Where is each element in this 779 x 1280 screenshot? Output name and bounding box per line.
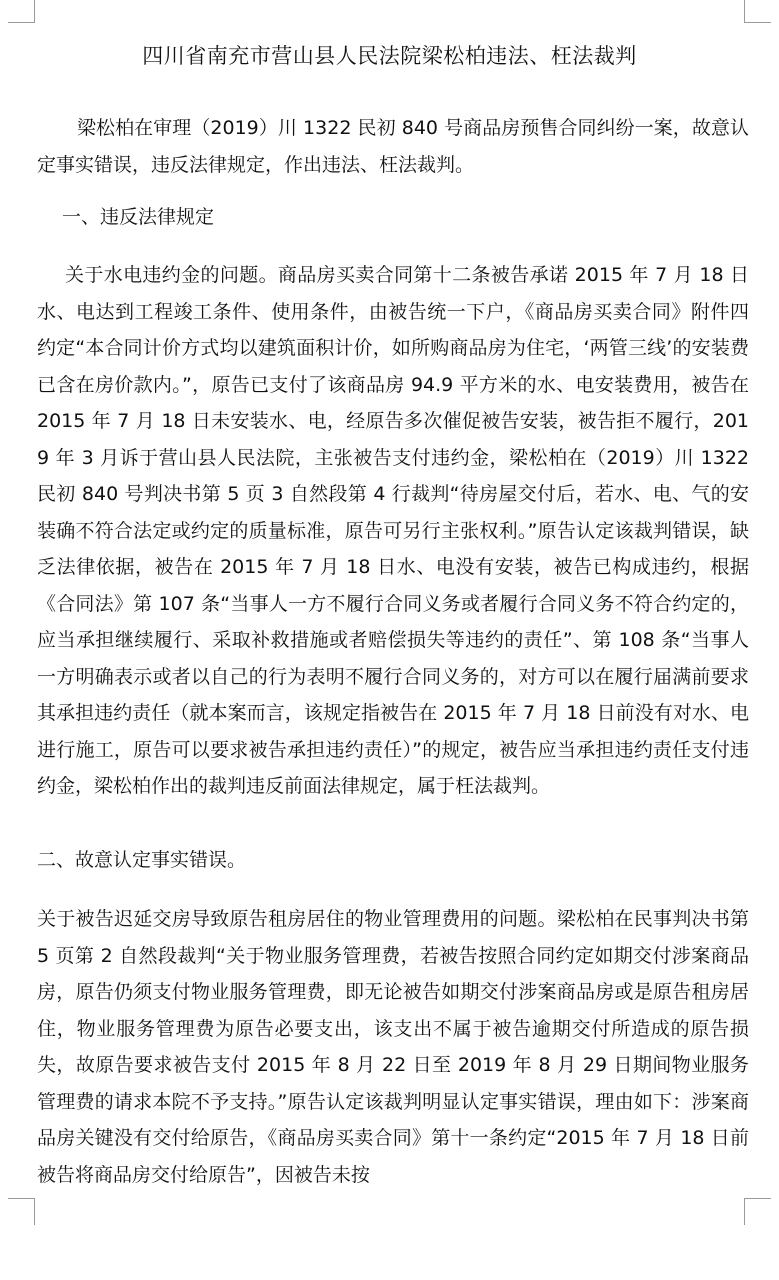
crop-mark-bottom-right [744, 1198, 771, 1225]
intro-paragraph: 梁松柏在审理（2019）川 1322 民初 840 号商品房预售合同纠纷一案，故意认定事实错误，违反法律规定，作出违法、枉法裁判。 [37, 117, 749, 176]
crop-mark-top-left [8, 0, 35, 23]
section-2-body: 关于被告迟延交房导致原告租房居住的物业管理费用的问题。梁松柏在民事判决书第 5 页第 2 自然段裁判“关于物业服务管理费，若被告按照合同约定如期交付涉案商品房，原告仍须支付物业服务管理费，即无论被告如期交付涉案商品房或是原告租房居住，物业服务管理费为原告必要支出，该支出不属于被告逾期交付所造成的原告损失，故原告要求被告支付 2015 年 8 月 22 日至 2019 年 8 月 29 日期间物业服务管理费的请求本院不予支持。”原告认定该裁判明显认定事实错误，理由如下：涉案商品房关键没有交付给原告，《商品房买卖合同》第十一条约定“2015 年 7 月 18 日前被告将商品房交付给原告”，因被告未按 [37, 908, 749, 1186]
crop-mark-top-right [744, 0, 771, 23]
document-title: 四川省南充市营山县人民法院梁松柏违法、枉法裁判 [142, 44, 637, 68]
crop-mark-bottom-left [8, 1198, 35, 1225]
section-1-heading: 一、违反法律规定 [62, 206, 215, 228]
section-1-body: 关于水电违约金的问题。商品房买卖合同第十二条被告承诺 2015 年 7 月 18 日水、电达到工程竣工条件、使用条件，由被告统一下户，《商品房买卖合同》附件四约定“本合同计价方式均以建筑面积计价，如所购商品房为住宅，‘两管三线’的安装费已含在房价款内。”，原告已支付了该商品房 94.9 平方米的水、电安装费用，被告在 2015 年 7 月 18 日未安装水、电，经原告多次催促被告安装，被告拒不履行，2019 年 3 月诉于营山县人民法院，主张被告支付违约金，梁松柏在（2019）川 1322 民初 840 号判决书第 5 页 3 自然段第 4 行裁判“待房屋交付后，若水、电、气的安装确不符合法定或约定的质量标准，原告可另行主张权利。”原告认定该裁判错误，缺乏法律依据，被告在 2015 年 7 月 18 日水、电没有安装，被告已构成违约，根据《合同法》第 107 条“当事人一方不履行合同义务或者履行合同义务不符合约定的，应当承担继续履行、采取补救措施或者赔偿损失等违约的责任”、第 108 条“当事人一方明确表示或者以自己的行为表明不履行合同义务的，对方可以在履行届满前要求其承担违约责任（就本案而言，该规定指被告在 2015 年 7 月 18 日前没有对水、电进行施工，原告可以要求被告承担违约责任）”的规定，被告应当承担违约责任支付违约金，梁松柏作出的裁判违反前面法律规定，属于枉法裁判。 [37, 264, 749, 797]
section-2-heading: 二、故意认定事实错误。 [37, 849, 247, 871]
